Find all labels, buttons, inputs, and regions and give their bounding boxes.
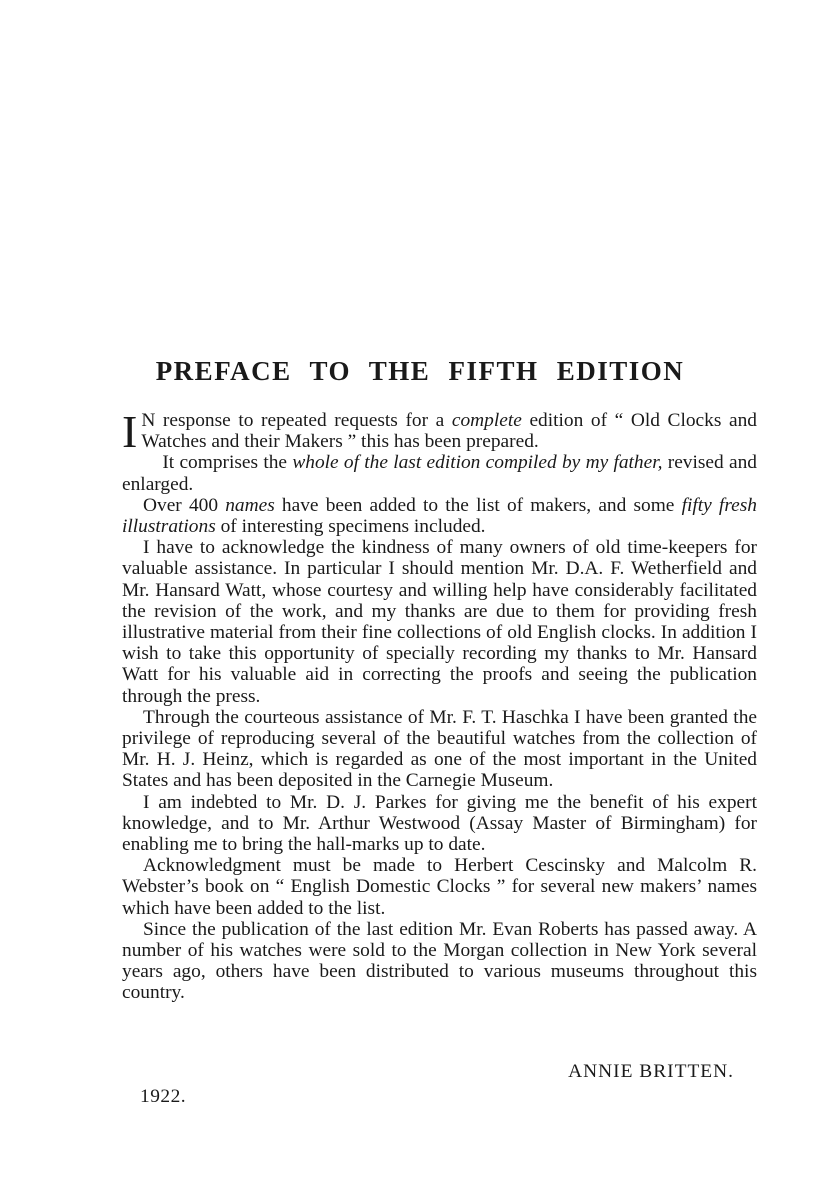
paragraph-1 — [122, 406, 757, 457]
paragraph-6: I am indebted to Mr. D. J. Parkes for giving me the benefit of his expert knowledge, and to Mr. Arthur Westwood (Assay Master of Birmingham) for enabling me to bring the hall-marks up to date. — [122, 791, 757, 856]
paragraph-1-emphasis: complete — [451, 410, 522, 431]
preface-body — [122, 406, 758, 1004]
paragraph-1-text-a: N response to repeated requests for a — [141, 410, 452, 431]
paragraph-3-text-c: of interesting specimens included. — [215, 516, 486, 538]
paragraph-7: Acknowledgment must be made to Herbert Cescinsky and Malcolm R. Webster’s book on “ English Domestic Clocks ” for several new makers’ names which have been added to the list. — [122, 855, 757, 919]
page-title: PREFACE TO THE FIFTH EDITION — [155, 356, 685, 386]
paragraph-3-text-b: have been added to the list of makers, and some — [274, 494, 682, 516]
drop-cap: I — [122, 406, 138, 457]
paragraph-2-text-b: revised and enlarged. — [122, 452, 758, 495]
paragraph-3-emphasis-1: names — [225, 494, 275, 516]
paragraph-4: I have to acknowledge the kindness of many owners of old time-keepers for valuable assistance. In particular I should mention Mr. D.A. F. Wetherfield and Mr. Hansard Watt, whose courtesy and willing help have considerably facilitated the revision of the work, and my thanks are due to them for providing fresh illustrative material from their fine collections of old English clocks. In addition I wish to take this opportunity of specially recording my thanks to Mr. Hansard Watt for his valuable aid in correcting the proofs and seeing the publication through the press. — [122, 537, 757, 707]
paragraph-3-emphasis-2: fifty fresh illustrations — [122, 494, 757, 538]
paragraph-8: Since the publication of the last edition Mr. Evan Roberts has passed away. A number of his watches were sold to the Morgan collection in New York several years ago, others have been distributed to various museums throughout this country. — [122, 918, 757, 1004]
paragraph-2 — [122, 452, 757, 494]
paragraph-1-text-b: edition of “ Old Clocks and Watches and their Makers ” this has been prepared. — [141, 410, 757, 453]
paragraph-3-text-a: Over 400 — [143, 494, 226, 516]
date: 1922. — [140, 1086, 187, 1107]
paragraph-2-text-a: It comprises the — [162, 452, 293, 474]
paragraph-3 — [122, 495, 757, 537]
paragraph-2-emphasis: whole of the last edition compiled by my father, — [292, 452, 663, 474]
paragraph-5: Through the courteous assistance of Mr. F. T. Haschka I have been granted the privilege of reproducing several of the beautiful watches from the collection of Mr. H. J. Heinz, which is regarded as one of the most important in the United States and has been deposited in the Carnegie Museum. — [122, 706, 757, 792]
signature: ANNIE BRITTEN. — [568, 1061, 734, 1082]
